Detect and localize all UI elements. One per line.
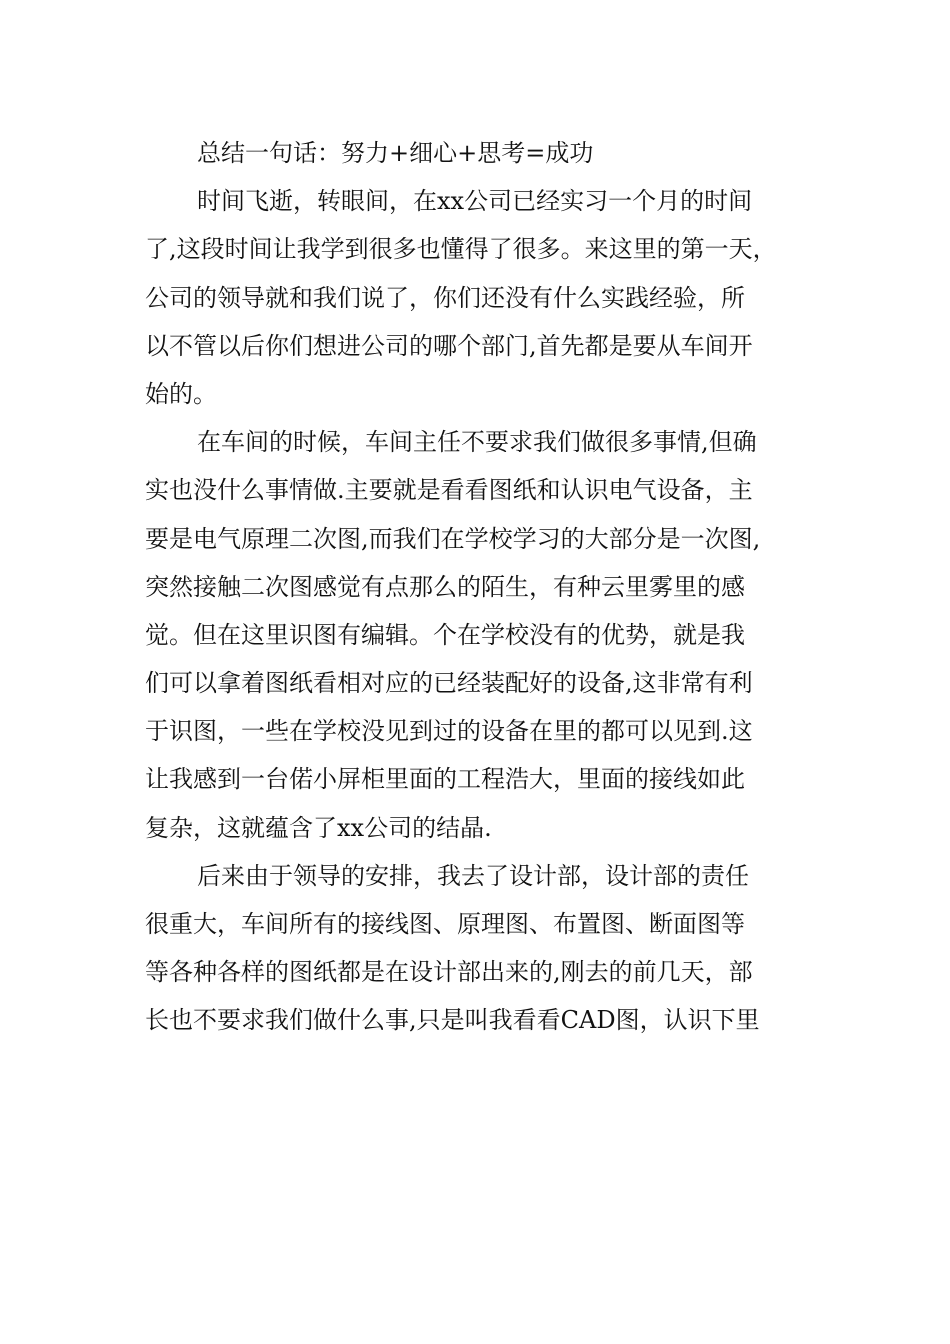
text-line: 公司的领导就和我们说了，你们还没有什么实践经验，所	[145, 283, 745, 312]
text-line: 等各种各样的图纸都是在设计部出来的,刚去的前几天，部	[145, 958, 753, 987]
document-body	[145, 129, 810, 1045]
text-line: 突然接触二次图感觉有点那么的陌生，有种云里雾里的感	[145, 572, 745, 601]
text-line: 时间飞逝，转眼间，在xx公司已经实习一个月的时间	[197, 187, 753, 216]
text-line: 总结一句话：努力+细心+思考=成功	[197, 139, 594, 167]
text-line: 长也不要求我们做什么事,只是叫我看看CAD图，认识下里	[145, 1006, 760, 1035]
text-line: 以不管以后你们想进公司的哪个部门,首先都是要从车间开	[145, 331, 753, 360]
text-line: 实也没什么事情做.主要就是看看图纸和认识电气设备，主	[145, 476, 753, 505]
text-line: 复杂，这就蕴含了xx公司的结晶.	[145, 813, 492, 842]
text-line: 们可以拿着图纸看相对应的已经装配好的设备,这非常有利	[145, 669, 753, 698]
text-line: 始的。	[145, 379, 217, 408]
text-line: 于识图，一些在学校没见到过的设备在里的都可以见到.这	[145, 717, 753, 746]
text-line: 让我感到一台偌小屏柜里面的工程浩大，里面的接线如此	[145, 765, 745, 794]
text-line: 要是电气原理二次图,而我们在学校学习的大部分是一次图,	[145, 524, 761, 553]
text-line: 很重大，车间所有的接线图、原理图、布置图、断面图等	[145, 910, 745, 938]
text-line: 后来由于领导的安排，我去了设计部，设计部的责任	[197, 861, 749, 890]
text-line: 觉。但在这里识图有编辑。个在学校没有的优势，就是我	[145, 620, 745, 649]
text-line: 在车间的时候，车间主任不要求我们做很多事情,但确	[197, 428, 757, 457]
text-line: 了,这段时间让我学到很多也懂得了很多。来这里的第一天，	[145, 235, 777, 264]
